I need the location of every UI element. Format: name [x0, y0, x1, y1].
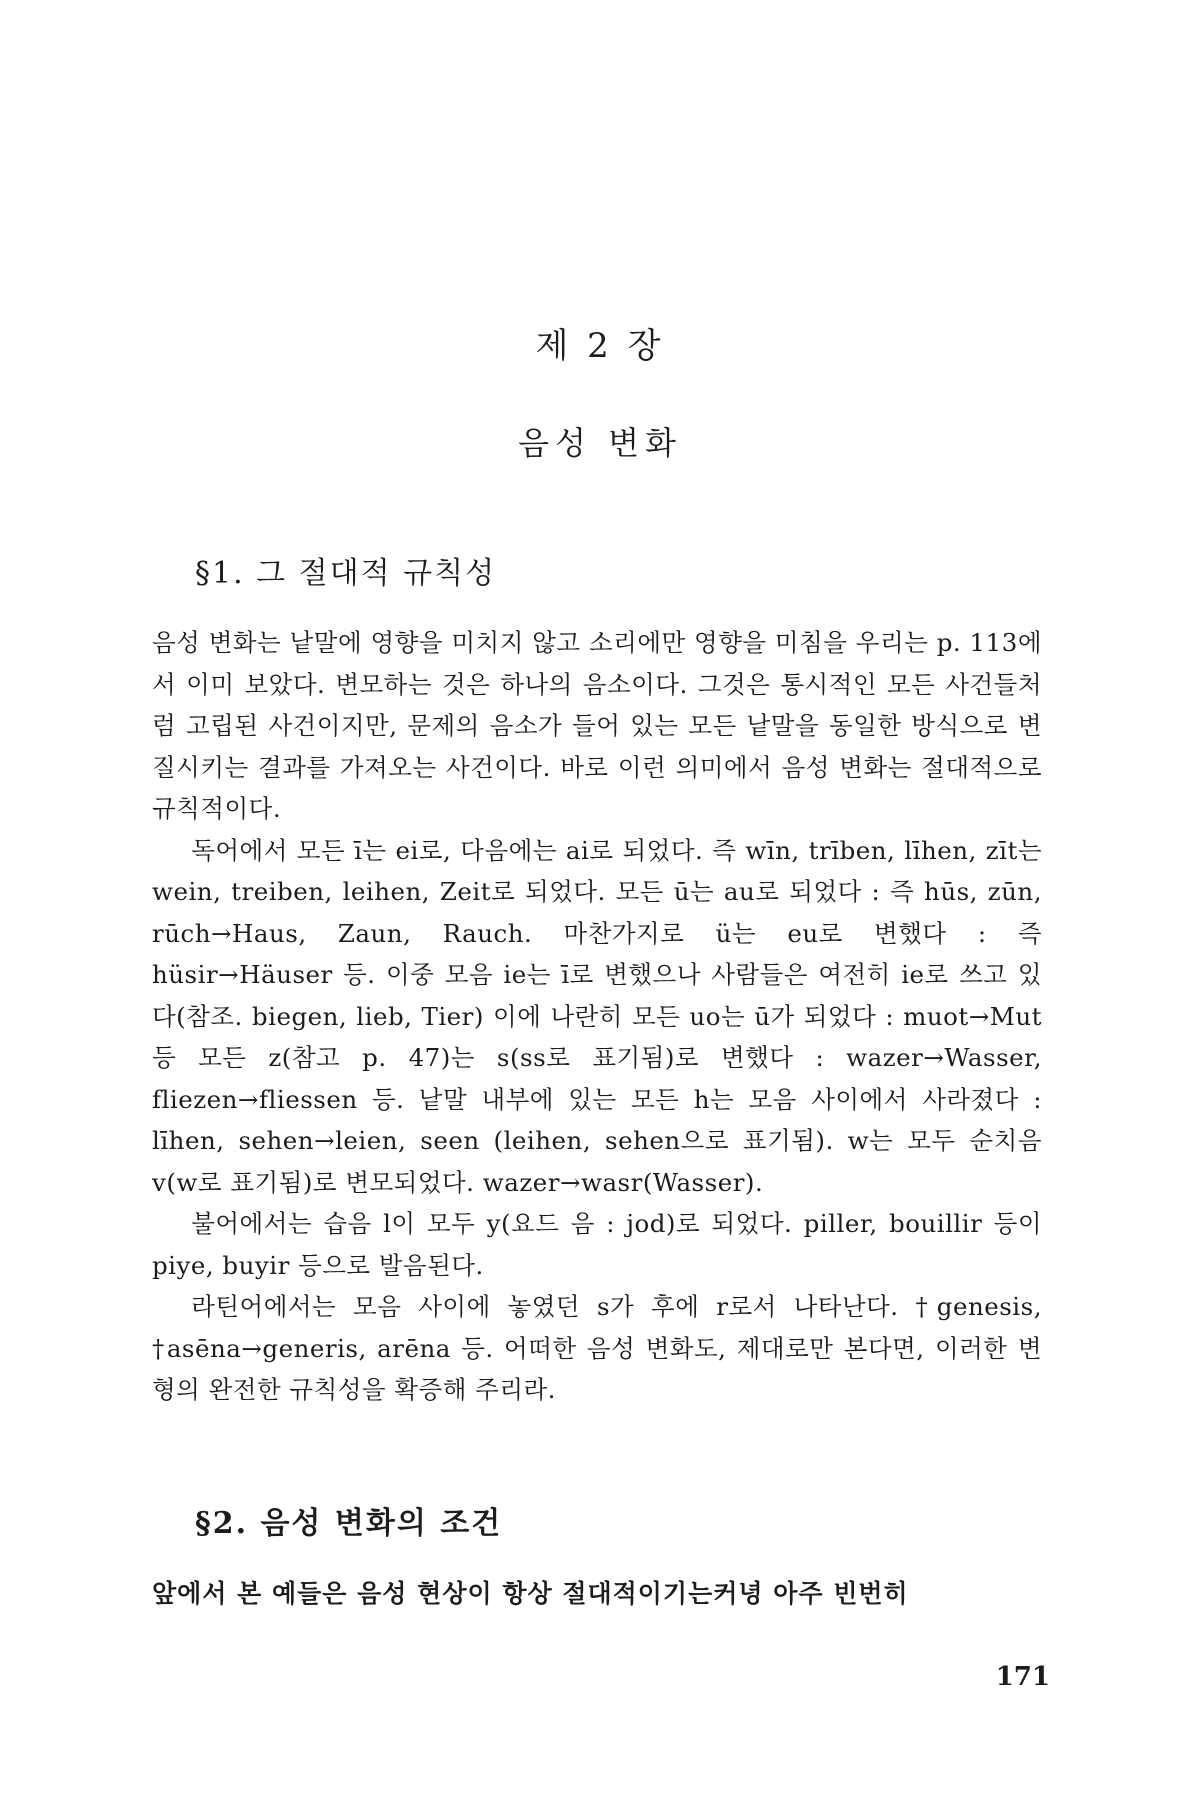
- section-2-first-line: 앞에서 본 예들은 음성 현상이 항상 절대적이기는커녕 아주 빈번히: [152, 1579, 909, 1608]
- section-1-body: [152, 622, 1042, 1411]
- page-number: 171: [995, 1662, 1050, 1692]
- paragraph: 음성 변화는 낱말에 영향을 미치지 않고 소리에만 영향을 미침을 우리는 p. 113에서 이미 보았다. 변모하는 것은 하나의 음소이다. 그것은 통시적인 모든 사건들처럼 고립된 사건이지만, 문제의 음소가 들어 있는 모든 낱말을 동일한 방식으로 변질시키는 결과를 가져오는 사건이다. 바로 이런 의미에서 음성 변화는 절대적으로 규칙적이다.: [152, 628, 1042, 823]
- paragraph: 독어에서 모든 ī는 ei로, 다음에는 ai로 되었다. 즉 wīn, trīben, līhen, zīt는 wein, treiben, leihen, Zeit로 되었다. 모든 ū는 au로 되었다 : 즉 hūs, zūn, rūch→Haus, Zaun, Rauch. 마찬가지로 ü는 eu로 변했다 : 즉 hüsir→Häuser 등. 이중 모음 ie는 ī로 변했으나 사람들은 여전히 ie로 쓰고 있다(참조. biegen, lieb, Tier) 이에 나란히 모든 uo는 ū가 되었다 : muot→Mut 등 모든 z(참고 p. 47)는 s(ss로 표기됨)로 변했다 : wazer→Wasser, fliezen→fliessen 등. 낱말 내부에 있는 모든 h는 모음 사이에서 사라졌다 : līhen, sehen→leien, seen (leihen, sehen으로 표기됨). w는 모두 순치음 v(w로 표기됨)로 변모되었다. wazer→wasr(Wasser).: [152, 835, 1042, 1197]
- section-2-heading: §2. 음성 변화의 조건: [195, 1506, 503, 1541]
- paragraph: 불어에서는 습음 l이 모두 y(요드 음 : jod)로 되었다. piller, bouillir 등이 piye, buyir 등으로 발음된다.: [152, 1209, 1042, 1280]
- section-1-heading: §1. 그 절대적 규칙성: [195, 556, 497, 591]
- paragraph: 라틴어에서는 모음 사이에 놓였던 s가 후에 r로서 나타난다. †genesis, †asēna→generis, arēna 등. 어떠한 음성 변화도, 제대로만 본다면, 이러한 변형의 완전한 규칙성을 확증해 주리라.: [152, 1292, 1042, 1404]
- chapter-title: 음성 변화: [518, 424, 682, 462]
- chapter-label: 제 2 장: [535, 326, 665, 366]
